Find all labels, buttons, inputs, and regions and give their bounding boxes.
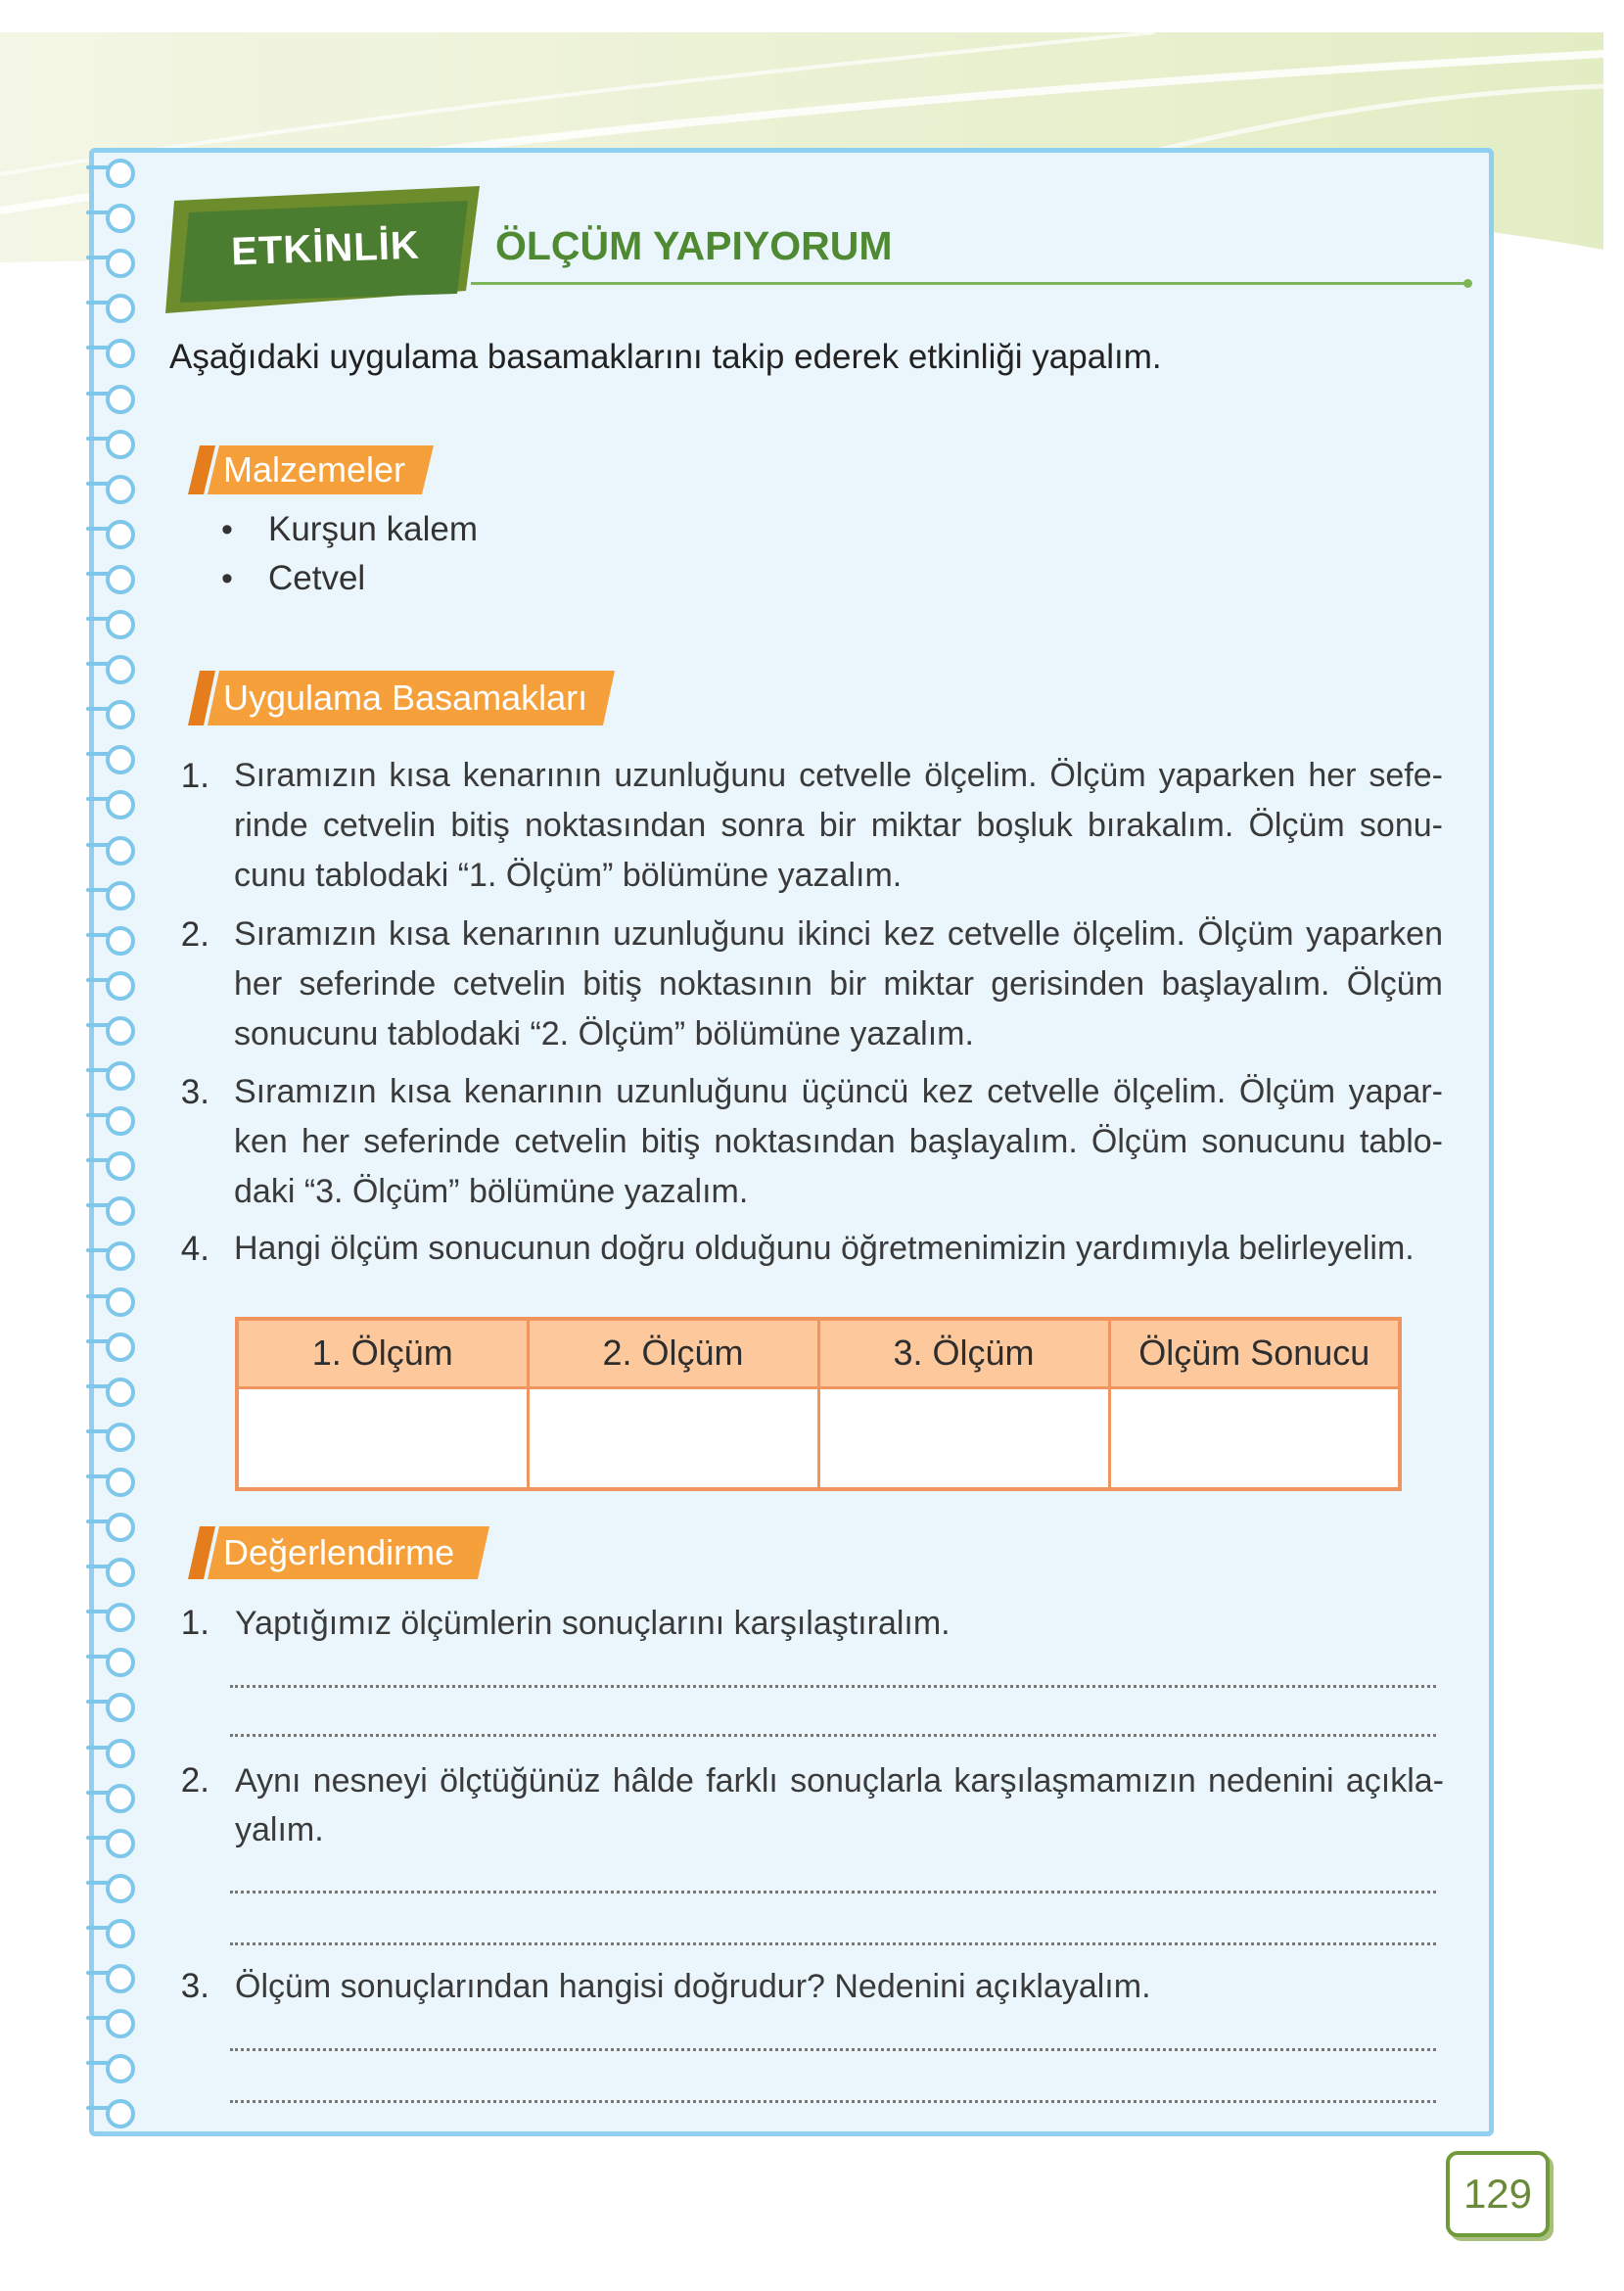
step-number: 4. [180,1230,209,1268]
step-text [234,1224,1443,1274]
spiral-ring [106,1784,135,1813]
spiral-ring [106,520,135,549]
spiral-ring [106,1603,135,1632]
step-number: 1. [180,757,209,795]
spiral-ring [106,790,135,819]
step-text [234,910,1443,1059]
spiral-ring [106,1196,135,1226]
steps-label-text: Uygulama Basamakları [223,678,588,718]
answer-line [230,1685,1436,1688]
spiral-ring [106,1106,135,1136]
spiral-ring [106,1378,135,1407]
page-number: 129 [1462,2171,1533,2217]
spiral-ring [106,655,135,684]
step-line: Sıramızın kısa kenarının uzunluğunu üçüncü kez cetvelle ölçelim. Ölçüm yapar- [234,1073,1443,1110]
table-header-cell: 1. Ölçüm [237,1319,528,1387]
question-line: Aynı nesneyi ölçtüğünüz hâlde farklı sonuçlarla karşılaşmamızın nedenini açıkla- [235,1762,1444,1800]
evaluation-label-text: Değerlendirme [223,1532,455,1572]
table-row [237,1387,1400,1489]
spiral-ring [106,1333,135,1362]
question-number: 2. [180,1761,209,1800]
page-number-box [1446,2151,1550,2237]
spiral-ring [106,881,135,911]
question-line: Ölçüm sonuçlarından hangisi doğrudur? Nedenini açıklayalım. [235,1968,1151,2005]
answer-line [230,2100,1436,2103]
step-line: Sıramızın kısa kenarının uzunluğunu ikinci kez cetvelle ölçelim. Ölçüm yaparken [234,915,1443,953]
spiral-ring [106,1061,135,1091]
steps-label [188,671,615,725]
step-text [234,1067,1443,1217]
spiral-binding [0,0,157,2291]
table-header-row [237,1319,1400,1387]
spiral-ring [106,1151,135,1181]
activity-badge-text: ETKİNLİK [230,223,421,274]
spiral-ring [106,1287,135,1317]
answer-line [230,1891,1436,1894]
step-line: daki “3. Ölçüm” bölümüne yazalım. [234,1173,749,1210]
question-line: yalım. [235,1811,324,1848]
step-line: rinde cetvelin bitiş noktasından sonra bir miktar boşluk bırakalım. Ölçüm sonu- [234,807,1443,844]
step-number: 3. [180,1073,209,1111]
question-number: 3. [180,1967,209,2005]
spiral-ring [106,745,135,774]
title-underline-dot [1463,279,1472,288]
spiral-ring [106,1241,135,1271]
activity-badge [0,0,548,333]
activity-title: ÖLÇÜM YAPIYORUM [495,223,893,268]
step-number: 2. [180,915,209,954]
spiral-ring [106,385,135,414]
spiral-ring [106,565,135,594]
spiral-ring [106,1964,135,1993]
table-header-cell: 2. Ölçüm [528,1319,818,1387]
materials-label-text: Malzemeler [223,449,406,490]
table-header-cell: 3. Ölçüm [818,1319,1109,1387]
question-text [235,1962,1444,2011]
spiral-ring [106,836,135,865]
step-text [234,751,1443,901]
answer-line [230,2048,1436,2051]
spiral-ring [106,1693,135,1722]
question-number: 1. [180,1604,209,1642]
table-answer-cell [1109,1387,1400,1489]
step-line: cunu tablodaki “1. Ölçüm” bölümüne yazalım. [234,857,903,894]
material-item: Cetvel [268,559,366,597]
materials-label [188,445,434,494]
material-item: Kurşun kalem [268,510,478,548]
spiral-ring [106,475,135,504]
spiral-ring [106,926,135,956]
answer-line [230,1734,1436,1737]
question-line: Yaptığımız ölçümlerin sonuçlarını karşılaştıralım. [235,1605,951,1642]
spiral-ring [106,1648,135,1677]
spiral-ring [106,430,135,459]
spiral-ring [106,700,135,729]
step-line: Sıramızın kısa kenarının uzunluğunu cetvelle ölçelim. Ölçüm yaparken her sefe- [234,757,1443,794]
spiral-ring [106,971,135,1001]
spiral-ring [106,1874,135,1903]
spiral-ring [106,1423,135,1452]
measurement-table [235,1317,1402,1491]
evaluation-label [188,1526,489,1579]
table-header-cell: Ölçüm Sonucu [1109,1319,1400,1387]
spiral-ring [106,1919,135,1948]
table-answer-cell [528,1387,818,1489]
spiral-ring [106,1513,135,1542]
spiral-ring [106,1739,135,1768]
table-answer-cell [818,1387,1109,1489]
question-text [235,1599,1444,1648]
step-line: her seferinde cetvelin bitiş noktasının bir miktar gerisinden başlayalım. Ölçüm [234,965,1443,1003]
table-answer-cell [237,1387,528,1489]
spiral-ring [106,2054,135,2083]
spiral-ring [106,1829,135,1858]
spiral-ring [106,2099,135,2128]
spiral-ring [106,1016,135,1046]
bullet-dot: • [221,511,233,548]
answer-line [230,1942,1436,1945]
bullet-dot: • [221,560,233,597]
step-line: sonucunu tablodaki “2. Ölçüm” bölümüne yazalım. [234,1015,974,1052]
spiral-ring [106,610,135,639]
step-line: Hangi ölçüm sonucunun doğru olduğunu öğretmenimizin yardımıyla belirleyelim. [234,1230,1415,1267]
spiral-ring [106,2009,135,2038]
title-underline [471,282,1467,285]
instruction-text: Aşağıdaki uygulama basamaklarını takip ederek etkinliği yapalım. [169,338,1162,376]
spiral-ring [106,1468,135,1497]
spiral-ring [106,1558,135,1587]
step-line: ken her seferinde cetvelin bitiş noktasından başlayalım. Ölçüm sonucunu tablo- [234,1123,1443,1160]
spiral-ring [106,339,135,368]
question-text [235,1756,1444,1854]
